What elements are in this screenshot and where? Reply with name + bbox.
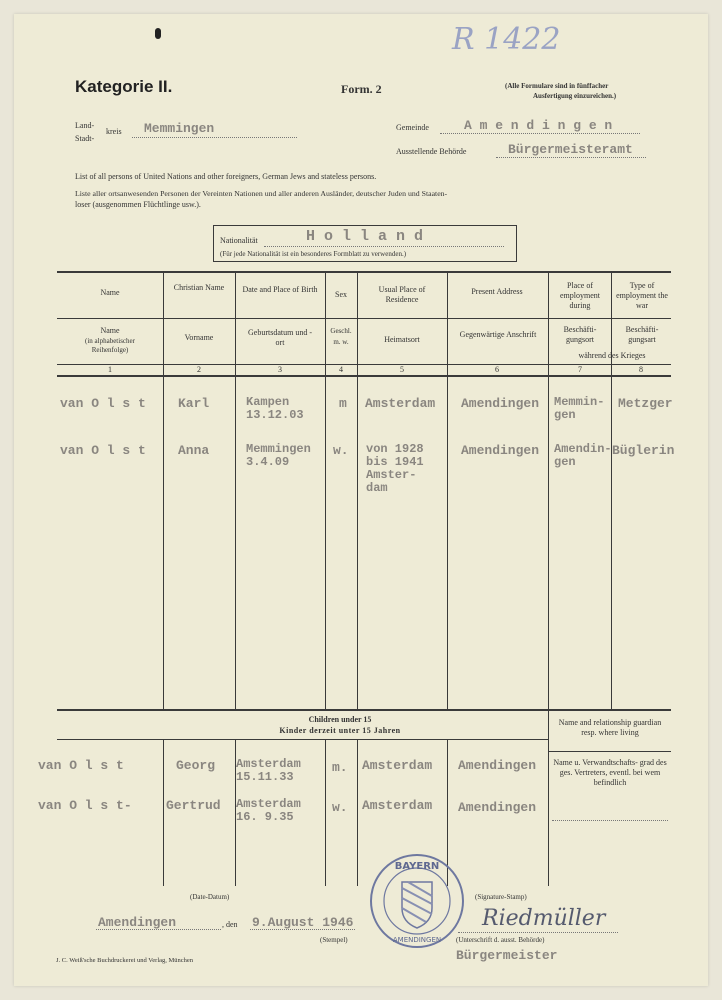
guardian-header-de: Name u. Verwandtschafts- grad des ges. Vertreters, eventl. bei wem befindlich (553, 758, 667, 787)
nationality-value: H o l l a n d (306, 228, 424, 245)
official-seal (368, 852, 466, 950)
col-header-name-de: Name (100, 326, 120, 335)
table-row-child-2-anschrift: Amendingen (458, 800, 537, 815)
nationality-label: Nationalität (220, 236, 258, 245)
table-row-person-2-anschrift: Amendingen (461, 443, 540, 458)
signature-caption: (Signature-Stamp) (475, 893, 527, 901)
col-header-emp-place-en: Place of employment during (560, 281, 600, 310)
table-row-child-1-vorname: Georg (176, 758, 216, 773)
intro-german-line1: Liste aller ortsanwesenden Personen der Vereinten Nationen und aller anderen Ausländer, deutscher Juden und Staaten- (75, 189, 448, 198)
table-row-person-2-art: Büglerin (612, 443, 675, 458)
col-header-emp-type-en: Type of employment the war (616, 281, 668, 310)
gemeinde-label: Gemeinde (396, 123, 429, 132)
nationality-note: (Für jede Nationalität ist ein besonderes Formblatt zu verwenden.) (220, 250, 407, 258)
children-top-border (57, 709, 671, 711)
intro-english: List of all persons of United Nations and other foreigners, German Jews and stateless persons. (75, 172, 377, 181)
col-header-emp-type-de: Beschäfti- gungsart (625, 325, 659, 344)
table-row-child-2-sex: w. (332, 800, 348, 815)
table-top-border (57, 271, 671, 273)
col-header-residence-en: Usual Place of Residence (378, 285, 426, 304)
document-page (14, 14, 708, 986)
col-number: 8 (639, 365, 643, 374)
col-header-emp-place-de: Beschäfti- gungsort (563, 325, 597, 344)
col-header-christian-de: Vorname (184, 333, 214, 342)
table-row-person-1-art: Metzger (618, 396, 673, 411)
table-row-person-2-heimat: von 1928 bis 1941 Amster- dam (366, 442, 424, 495)
table-row-person-2-ort: Amendin- gen (554, 442, 612, 469)
footer-date: 9.August 1946 (252, 915, 354, 930)
table-row-child-2-geburt: Amsterdam 16. 9.35 (236, 797, 301, 824)
date-caption: (Date-Datum) (190, 893, 230, 901)
table-row-person-1-sex: m (339, 396, 347, 411)
table-row-person-2-sex: w. (333, 443, 349, 458)
hole-punch-mark (155, 28, 161, 39)
children-header-de: Kinder derzeit unter 15 Jahren (279, 726, 401, 735)
col-number: 7 (578, 365, 582, 374)
children-header-en: Children under 15 (308, 715, 372, 724)
table-row-child-1-sex: m. (332, 760, 348, 775)
col-number: 2 (197, 365, 201, 374)
col-header-sex-de: Geschl. m. w. (330, 327, 352, 346)
table-row-person-2-vorname: Anna (178, 443, 210, 458)
table-row-person-1-ort: Memmin- gen (554, 395, 605, 422)
handwritten-reference: R 1422 (452, 22, 561, 57)
col-number: 4 (339, 365, 343, 374)
table-row-child-1-geburt: Amsterdam 15.11.33 (236, 757, 301, 784)
col-header-address-de: Gegenwärtige Anschrift (459, 330, 537, 339)
col-number: 1 (108, 365, 112, 374)
kreis-label: kreis (106, 127, 122, 136)
table-row-person-2-geburt: Memmingen 3.4.09 (246, 442, 311, 469)
land-label: Land- (75, 121, 95, 130)
col-header-sex-en: Sex (335, 290, 347, 299)
table-row-child-2-vorname: Gertrud (166, 798, 221, 813)
col-header-name-note: (in alphabetischer Reihenfolge) (85, 337, 135, 354)
col-number: 5 (400, 365, 404, 374)
table-row-child-2-heimat: Amsterdam (362, 798, 433, 813)
stadt-label: Stadt- (75, 134, 95, 143)
waehrend-des-krieges: während des Krieges (578, 351, 646, 360)
table-row-person-1-anschrift: Amendingen (461, 396, 540, 411)
col-header-birth-en: Date and Place of Birth (242, 285, 318, 294)
col-header-christian-en: Christian Name (173, 283, 225, 292)
table-row-person-1-geburt: Kampen 13.12.03 (246, 395, 304, 422)
intro-german-line2: loser (ausgenommen Flüchtlinge usw.). (75, 200, 201, 209)
unterschrift-caption: (Unterschrift d. ausst. Behörde) (456, 936, 545, 944)
gemeinde-value: A m e n d i n g e n (464, 118, 613, 133)
kategorie-title: Kategorie II. (75, 77, 173, 96)
table-row-person-1-heimat: Amsterdam (365, 396, 436, 411)
footer-den: , den (222, 920, 238, 929)
table-row-person-2-name: van O l s t (60, 443, 146, 458)
col-header-birth-de: Geburtsdatum und -ort (248, 328, 312, 347)
behoerde-label: Ausstellende Behörde (396, 147, 467, 156)
table-row-person-1-vorname: Karl (178, 396, 210, 411)
col-number: 3 (278, 365, 282, 374)
table-row-child-2-name: van O l s t- (38, 798, 132, 813)
col-number: 6 (495, 365, 499, 374)
signature-title: Bürgermeister (456, 948, 558, 963)
kreis-value: Memmingen (144, 121, 215, 136)
form-number: Form. 2 (341, 82, 382, 96)
copies-note-line2: Ausfertigung einzureichen.) (533, 92, 617, 100)
table-row-person-1-name: van O l s t (60, 396, 146, 411)
table-row-child-1-heimat: Amsterdam (362, 758, 433, 773)
col-header-residence-de: Heimatsort (384, 335, 420, 344)
copies-note-line1: (Alle Formulare sind in fünffacher (505, 82, 609, 90)
col-header-name-en: Name (100, 288, 120, 297)
svg-text:AMENDINGEN: AMENDINGEN (392, 936, 442, 944)
stempel-caption: (Stempel) (320, 936, 348, 944)
behoerde-value: Bürgermeisteramt (508, 142, 633, 157)
table-row-child-1-name: van O l s t (38, 758, 124, 773)
col-header-address-en: Present Address (471, 287, 523, 296)
guardian-header-en: Name and relationship guardian resp. where living (558, 718, 662, 737)
handwritten-signature: Riedmüller (482, 906, 606, 931)
svg-text:BAYERN: BAYERN (394, 861, 440, 872)
printer-imprint: J. C. Weiß'sche Buchdruckerei und Verlag, München (56, 957, 194, 964)
footer-place: Amendingen (98, 915, 177, 930)
table-row-child-1-anschrift: Amendingen (458, 758, 537, 773)
